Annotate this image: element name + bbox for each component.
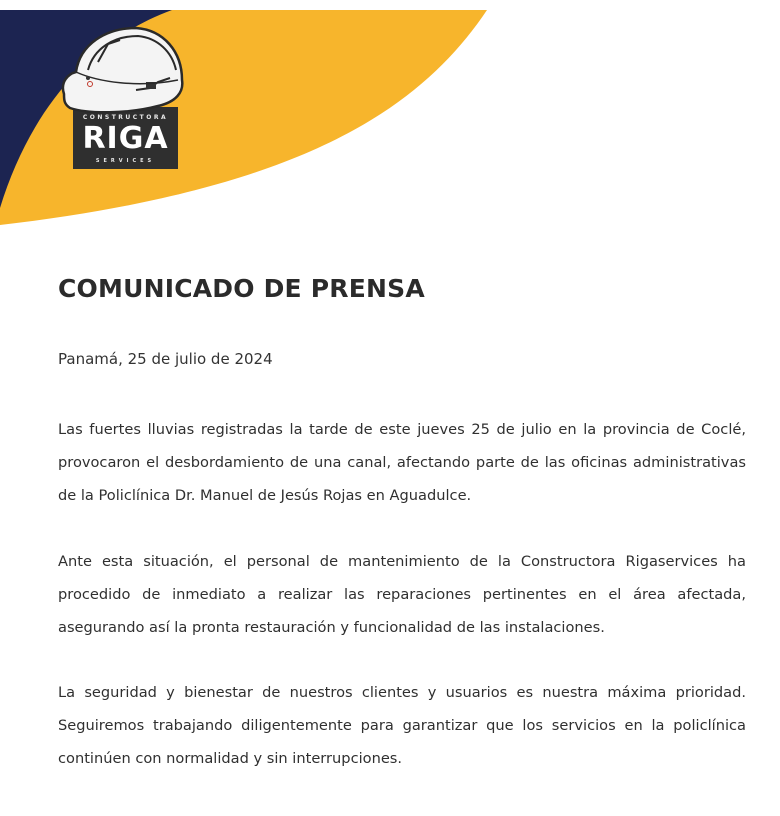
paragraph-3: La seguridad y bienestar de nuestros clientes y usuarios es nuestra máxima prioridad. Seguiremos trabajando diligentemente para garantizar que los servicios en la policlínica continúen con normalidad y sin interrupciones. [58, 684, 746, 767]
paragraph-1: Las fuertes lluvias registradas la tarde de este jueves 25 de julio en la provincia de Coclé, provocaron el desbordamiento de una canal, afectando parte de las oficinas administrativas de la Policlínica Dr. Manuel de Jesús Rojas en Aguadulce. [58, 421, 746, 504]
logo-top-text: CONSTRUCTORA [82, 114, 169, 121]
logo-bottom-text: SERVICES [95, 158, 156, 164]
paragraph-2: Ante esta situación, el personal de mantenimiento de la Constructora Rigaservices ha procedido de inmediato a realizar las reparaciones pertinentes en el área afectada, asegurando así la pronta restauración y funcionalidad de las instalaciones. [58, 553, 746, 636]
page-title: COMUNICADO DE PRENSA [58, 274, 425, 303]
logo-main-text: RIGA [82, 121, 169, 156]
hard-hat-icon [58, 22, 188, 122]
company-logo [58, 22, 188, 172]
dateline: Panamá, 25 de julio de 2024 [58, 350, 273, 368]
